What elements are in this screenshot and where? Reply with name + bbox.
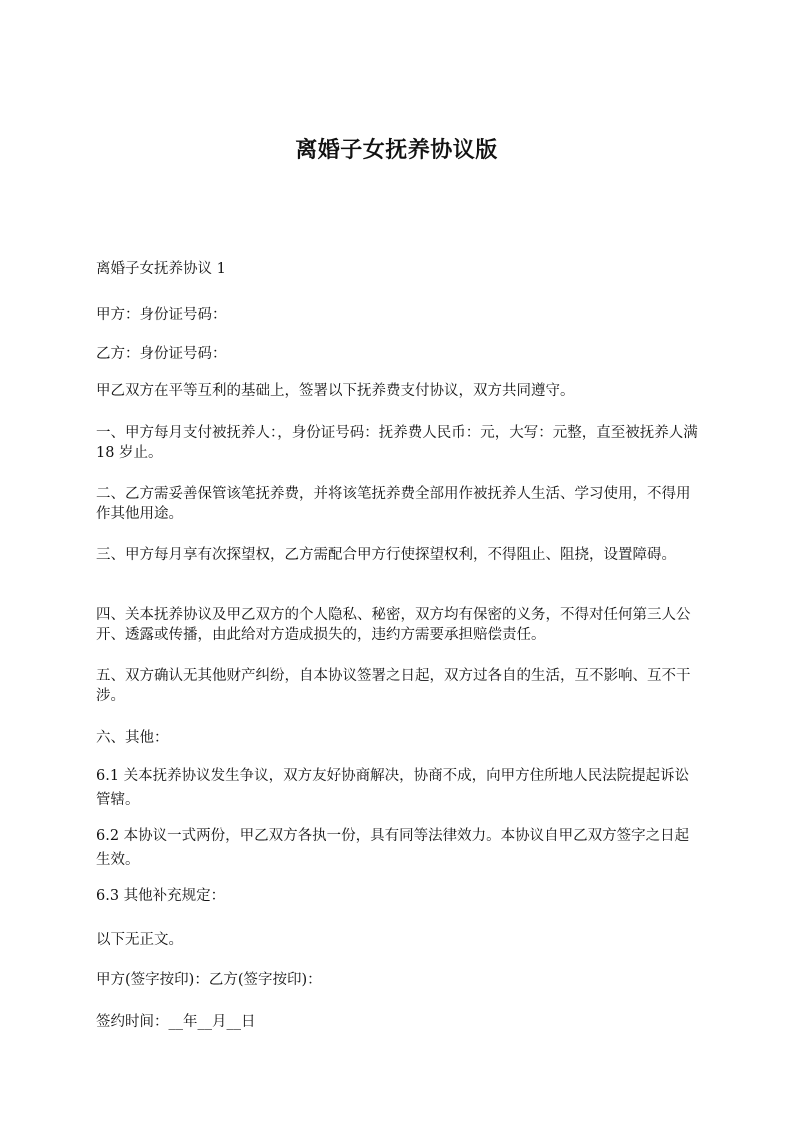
document-title: 离婚子女抚养协议版 <box>295 138 498 163</box>
clause-6-3: 6.3 其他补充规定： <box>96 888 226 904</box>
clause-6-heading: 六、其他： <box>96 730 169 746</box>
party-b-line: 乙方：身份证号码： <box>96 346 227 362</box>
signature-line: 甲方(签字按印)：乙方(签字按印)： <box>96 972 322 988</box>
clause-5: 五、双方确认无其他财产纠纷，自本协议签署之日起，双方过各自的生活，互不影响、互不干涉。 <box>96 668 691 704</box>
clause-6-1: 6.1 关本抚养协议发生争议，双方友好协商解决，协商不成，向甲方住所地人民法院提起诉讼管辖。 <box>96 768 690 808</box>
end-of-text-note: 以下无正文。 <box>96 932 183 948</box>
clause-1: 一、甲方每月支付被抚养人：，身份证号码：抚养费人民币：元，大写：元整，直至被抚养人满 18 岁止。 <box>96 425 698 461</box>
party-a-line: 甲方：身份证号码： <box>96 307 227 323</box>
clause-2: 二、乙方需妥善保管该笔抚养费，并将该笔抚养费全部用作被抚养人生活、学习使用，不得用作其他用途。 <box>96 486 691 522</box>
preamble-paragraph: 甲乙双方在平等互利的基础上，签署以下抚养费支付协议，双方共同遵守。 <box>96 383 575 399</box>
clause-4: 四、关本抚养协议及甲乙双方的个人隐私、秘密，双方均有保密的义务，不得对任何第三人公开、透露或传播，由此给对方造成损失的，违约方需要承担赔偿责任。 <box>96 607 691 643</box>
signing-date-line: 签约时间：__年__月__日 <box>96 1014 256 1030</box>
clause-3: 三、甲方每月享有次探望权，乙方需配合甲方行使探望权利，不得阻止、阻挠，设置障碍。 <box>96 547 676 563</box>
clause-6-2: 6.2 本协议一式两份，甲乙双方各执一份，具有同等法律效力。本协议自甲乙双方签字之日起生效。 <box>96 828 690 868</box>
agreement-heading: 离婚子女抚养协议 1 <box>96 261 226 277</box>
